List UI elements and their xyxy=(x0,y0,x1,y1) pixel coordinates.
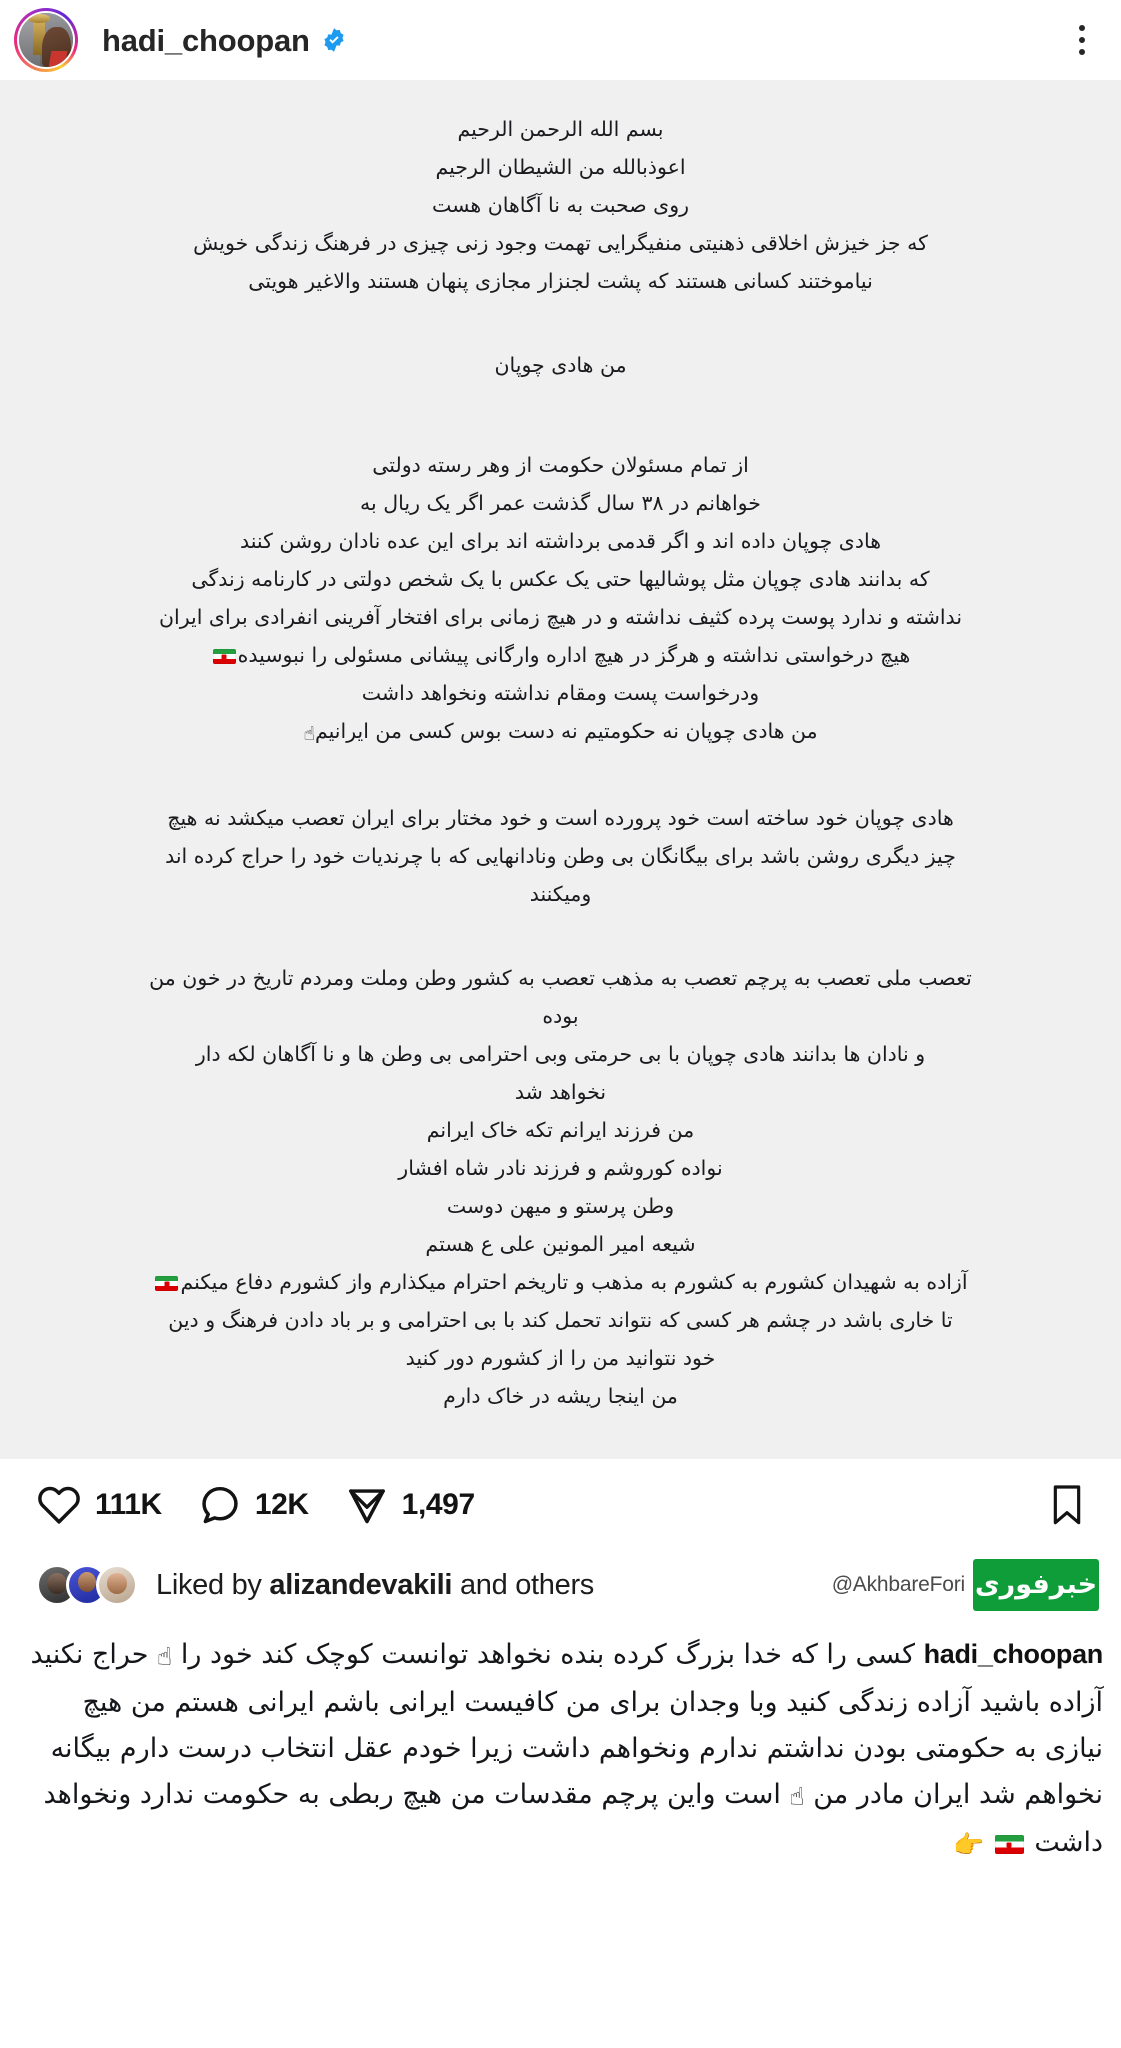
save-button[interactable] xyxy=(1047,1482,1087,1528)
media-line: وطن پرستو و میهن دوست xyxy=(446,1194,675,1218)
media-line: نیاموختند کسانی هستند که پشت لجنزار مجازی پنهان هستند والاغیر هویتی xyxy=(248,269,873,293)
media-spacer xyxy=(0,300,1121,346)
iran-flag-icon xyxy=(995,1835,1024,1854)
comment-button[interactable] xyxy=(198,1483,309,1527)
media-line: نداشته و ندارد پوست پرده کثیف نداشته و در هیچ زمانی برای افتخار آفرینی انفرادی برای ایران xyxy=(158,605,963,629)
post-action-bar xyxy=(0,1459,1121,1551)
media-text-block-2 xyxy=(0,346,1121,384)
media-line: خود نتوانید من را از کشورم دور کنید xyxy=(405,1346,716,1370)
share-button[interactable] xyxy=(345,1483,475,1527)
dot-2 xyxy=(1079,37,1085,43)
liker-avatars[interactable] xyxy=(36,1564,138,1606)
media-line: ومیکنند xyxy=(529,882,592,906)
point-right-icon: 👉 xyxy=(953,1830,985,1859)
media-line: ودرخواست پست ومقام نداشته ونخواهد داشت xyxy=(361,681,760,705)
media-text-block-5 xyxy=(0,959,1121,1415)
media-line-with-flag xyxy=(0,636,1121,674)
media-line: چیز دیگری روشن باشد برای بیگانگان بی وطن ونادانهایی که با چرندیات خود را حراج کرده اند xyxy=(165,844,956,868)
avatar-inner-ring xyxy=(17,11,75,69)
media-spacer xyxy=(0,384,1121,446)
share-icon xyxy=(345,1483,389,1527)
media-line-with-flag xyxy=(0,1263,1121,1301)
caption-username[interactable]: hadi_choopan xyxy=(923,1639,1103,1669)
media-line: شیعه امیر المونین علی ع هستم xyxy=(425,1232,696,1256)
like-count: 111K xyxy=(95,1488,162,1521)
media-line: من هادی چوپان xyxy=(494,353,627,377)
media-line: اعوذبالله من الشیطان الرجیم xyxy=(435,155,686,179)
avatar-photo xyxy=(19,13,73,67)
heart-icon xyxy=(36,1483,82,1527)
post-caption[interactable] xyxy=(0,1625,1121,1896)
verified-badge-icon xyxy=(321,27,347,53)
liked-by-suffix: and others xyxy=(459,1568,594,1601)
watermark-logo xyxy=(973,1559,1099,1611)
iran-flag-icon xyxy=(213,649,236,664)
media-line: نخواهد شد xyxy=(514,1080,607,1104)
liked-by-row xyxy=(0,1551,1121,1625)
media-line-text: من هادی چوپان نه حکومتیم نه دست بوس کسی من ایرانیم xyxy=(314,719,818,743)
media-line: و نادان ها بدانند هادی چوپان با بی حرمتی وبی احترامی بی وطن ها و نا آگاهان لکه دار xyxy=(195,1042,926,1066)
comment-icon xyxy=(198,1483,242,1527)
watermark xyxy=(832,1559,1103,1611)
caption-line: حراج نکنید آزاده باشید آزاده زندگی کنید وبا وجدان xyxy=(30,1639,1103,1718)
media-line-text: هیچ درخواستی نداشته و هرگز در هیچ اداره وارگانی پیشانی مسئولی را نبوسیده xyxy=(237,643,911,667)
action-group xyxy=(36,1483,475,1527)
media-line: تا خاری باشد در چشم هر کسی که نتواند تحمل کند با بی احترامی و بر باد دادن فرهنگ و دین xyxy=(168,1308,953,1332)
media-line: که بدانند هادی چوپان مثل پوشالیها حتی یک عکس با یک شخص دولتی در کارنامه زندگی xyxy=(191,567,930,591)
username-group[interactable] xyxy=(102,22,347,58)
media-line-with-emoji xyxy=(0,712,1121,753)
media-line: خواهانم در ۳۸ سال گذشت عمر اگر یک ریال به xyxy=(360,491,761,515)
liked-by-text[interactable] xyxy=(156,1568,594,1603)
comment-count: 12K xyxy=(254,1488,309,1521)
media-line: هادی چوپان خود ساخته است خود پرورده است و خود مختار برای ایران تعصب میکشد نه هیچ xyxy=(167,806,954,830)
point-up-icon: ☝ xyxy=(157,1642,173,1671)
media-text-block-3 xyxy=(0,446,1121,753)
bookmark-icon xyxy=(1047,1482,1087,1528)
point-up-icon: ☝ xyxy=(303,723,315,745)
liked-by-username[interactable]: alizandevakili xyxy=(269,1568,453,1601)
dot-1 xyxy=(1079,25,1085,31)
media-text-block-4 xyxy=(0,799,1121,913)
liker-avatar xyxy=(96,1564,138,1606)
media-line: که جز خیزش اخلاقی ذهنیتی منفیگرایی تهمت وجود زنی چیزی در فرهنگ زندگی خویش xyxy=(193,231,928,255)
share-count: 1,497 xyxy=(401,1488,475,1521)
media-line: من فرزند ایرانم تکه خاک ایرانم xyxy=(426,1118,695,1142)
media-line: بسم الله الرحمن الرحیم xyxy=(457,117,664,141)
caption-line: ونخواهم داشت زیرا خودم عقل انتخاب درست دارم بیگانه نخواهم شد ایران مادر من xyxy=(50,1733,1103,1810)
media-line: من اینجا ریشه در خاک دارم xyxy=(443,1384,678,1408)
watermark-handle: @AkhbareFori xyxy=(831,1573,965,1596)
iran-flag-icon xyxy=(155,1276,178,1291)
caption-line: کسی را که خدا بزرگ کرده بنده نخواهد توانست کوچک کند خود را xyxy=(180,1639,915,1670)
post-media-text-image[interactable] xyxy=(0,80,1121,1459)
athlete-strap xyxy=(49,51,68,67)
media-text-block-1 xyxy=(0,110,1121,300)
media-spacer xyxy=(0,753,1121,799)
username-label[interactable]: hadi_choopan xyxy=(102,22,310,58)
media-line: از تمام مسئولان حکومت از وهر رسته دولتی xyxy=(372,453,749,477)
caption-line: است واین پرچم مقدسات من هیچ ربطی به حکومت ندارد ونخواهد داشت xyxy=(43,1779,1103,1858)
like-button[interactable] xyxy=(36,1483,162,1527)
media-spacer xyxy=(0,913,1121,959)
liked-by-prefix: Liked by xyxy=(156,1568,262,1601)
media-line-text: آزاده به شهیدان کشورم به کشورم به مذهب و تاریخم احترام میکذارم واز کشورم دفاع میکنم xyxy=(180,1270,968,1294)
caption-line: برای من کافیست ایرانی باشم ایرانی هستم من هیچ نیازی به حکومتی بودن نداشتم ندارم xyxy=(82,1687,1103,1764)
point-up-icon: ☝ xyxy=(789,1782,805,1811)
media-line: بوده xyxy=(542,1004,579,1028)
media-line: تعصب ملی تعصب به پرچم تعصب به مذهب تعصب به کشور وطن وملت ومردم تاریخ در خون من xyxy=(149,966,972,990)
post-header xyxy=(0,0,1121,80)
media-line: روی صحبت به نا آگاهان هست xyxy=(431,193,690,217)
media-line: هادی چوپان داده اند و اگر قدمی برداشته اند برای این عده نادان روشن کنند xyxy=(239,529,882,553)
watermark-logo-text: خبرفوری xyxy=(974,1568,1098,1600)
dot-3 xyxy=(1079,49,1085,55)
avatar[interactable] xyxy=(14,8,78,72)
more-options-icon[interactable] xyxy=(1065,20,1099,60)
media-line: نواده کوروشم و فرزند نادر شاه افشار xyxy=(398,1156,723,1180)
